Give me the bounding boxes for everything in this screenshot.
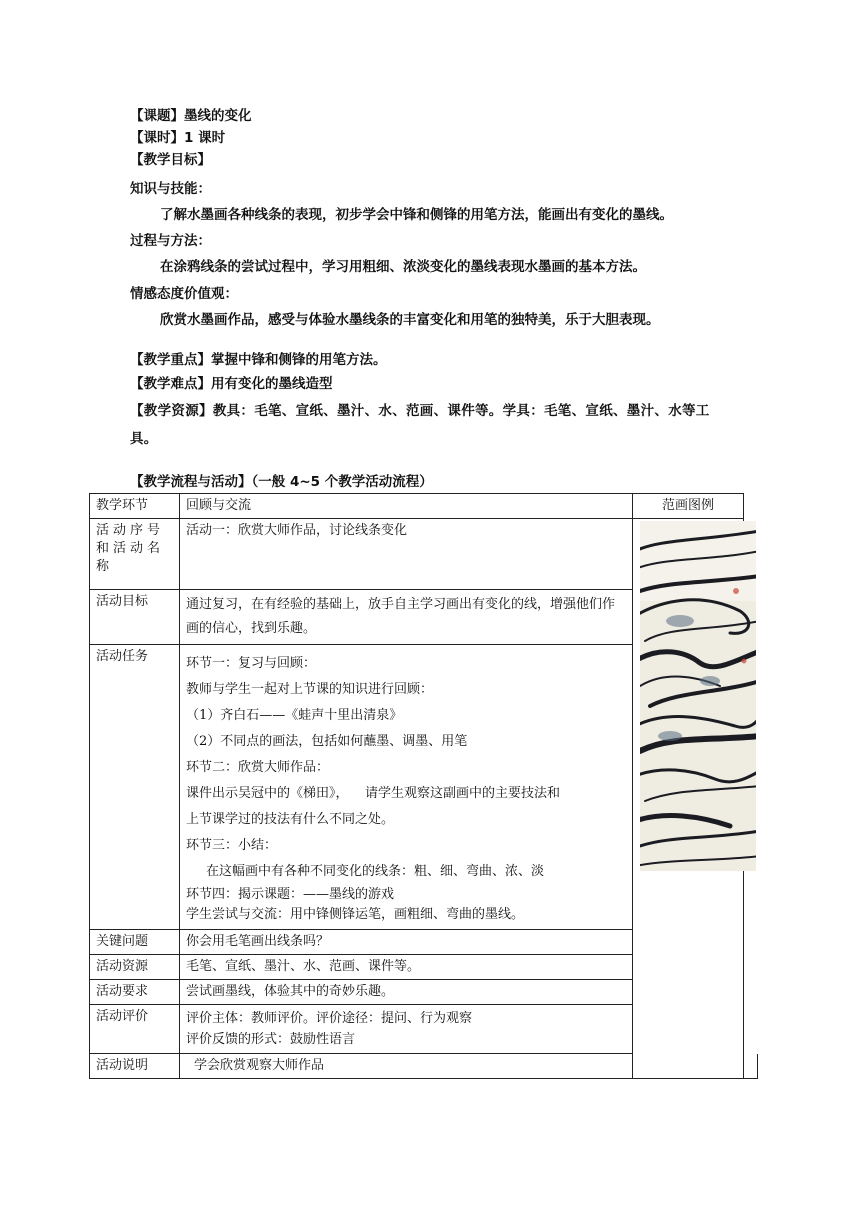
table-row — [90, 519, 758, 590]
image-header: 范画图例 — [633, 494, 744, 519]
task-line: 学生尝试与交流：用中锋侧锋运笔，画粗细、弯曲的墨线。 — [186, 907, 525, 922]
difficulty-label: 【教学难点】 — [130, 376, 211, 392]
task-line: 上节课学过的技法有什么不同之处。 — [186, 812, 395, 827]
knowledge-title: 知识与技能： — [130, 181, 211, 197]
task-line: 环节三：小结： — [186, 838, 278, 853]
process-text: 在涂鸦线条的尝试过程中，学习用粗细、浓淡变化的墨线表现水墨画的基本方法。 — [160, 259, 646, 275]
resources-label: 【教学资源】 — [130, 403, 213, 419]
hours-line — [130, 128, 225, 148]
task-line: 在这幅画中有各种不同变化的线条：粗、细、弯曲、浓、淡 — [206, 864, 545, 879]
task-label: 活动任务 — [90, 645, 180, 930]
difficulty-line — [130, 374, 333, 394]
key-point-label: 【教学重点】 — [130, 352, 211, 368]
topic-label: 【课题】 — [130, 108, 184, 124]
evaluation-content — [180, 1005, 633, 1054]
task-line: （2）不同点的画法，包括如何蘸墨、调墨、用笔 — [186, 734, 468, 749]
evaluation-line: 评价主体：教师评价。评价途径：提问、行为观察 — [186, 1011, 473, 1026]
example-painting-cell — [633, 519, 744, 1079]
emotion-text: 欣赏水墨画作品，感受与体验水墨线条的丰富变化和用笔的独特美，乐于大胆表现。 — [160, 312, 660, 328]
resources-label: 活动资源 — [90, 955, 180, 980]
phase-value: 回顾与交流 — [180, 494, 633, 519]
phase-label: 教学环节 — [90, 494, 180, 519]
terraced-field-painting — [640, 521, 756, 871]
goal-label: 活动目标 — [90, 590, 180, 645]
activity-table — [89, 493, 758, 1079]
key-question-label: 关键问题 — [90, 930, 180, 955]
evaluation-line: 评价反馈的形式：鼓励性语言 — [186, 1032, 356, 1047]
example-painting — [640, 521, 756, 871]
flow-title — [130, 470, 433, 490]
task-line: 环节四：揭示课题：——墨线的游戏 — [186, 887, 395, 902]
description-label: 活动说明 — [90, 1054, 180, 1079]
hours-label: 【课时】 — [130, 130, 184, 146]
table-row — [90, 494, 758, 519]
topic-line — [130, 106, 252, 126]
difficulty-value: 用有变化的墨线造型 — [211, 376, 333, 392]
task-line: 课件出示吴冠中的《梯田》， 请学生观察这副画中的主要技法和 — [186, 786, 561, 801]
resources-value: 毛笔、宣纸、墨汁、水、范画、课件等。 — [180, 955, 633, 980]
image-column-foot — [744, 1054, 758, 1079]
flow-title-label: 【教学流程与活动】 — [130, 474, 252, 490]
task-line: （1）齐白石——《蛙声十里出清泉》 — [186, 708, 403, 723]
activity-label: 活动序号和活动名称 — [90, 519, 180, 590]
goal-value: 通过复习，在有经验的基础上，放手自主学习画出有变化的线，增强他们作画的信心，找到乐趣。 — [180, 590, 633, 645]
goals-heading: 【教学目标】 — [130, 152, 211, 168]
task-line: 环节一：复习与回顾： — [186, 656, 317, 671]
task-content — [180, 645, 633, 930]
flow-title-note: （一般 4~5 个教学活动流程） — [251, 474, 433, 490]
emotion-title: 情感态度价值观： — [130, 286, 238, 302]
resources-value: 教具：毛笔、宣纸、墨汁、水、范画、课件等。学具：毛笔、宣纸、墨汁、水等工具。 — [130, 403, 710, 447]
activity-value: 活动一：欣赏大师作品，讨论线条变化 — [180, 519, 633, 590]
requirement-value: 尝试画墨线，体验其中的奇妙乐趣。 — [180, 980, 633, 1005]
knowledge-text: 了解水墨画各种线条的表现，初步学会中锋和侧锋的用笔方法，能画出有变化的墨线。 — [160, 207, 673, 223]
description-value: 学会欣赏观察大师作品 — [180, 1054, 633, 1079]
evaluation-label: 活动评价 — [90, 1005, 180, 1054]
task-line: 教师与学生一起对上节课的知识进行回顾： — [186, 682, 434, 697]
key-question-value: 你会用毛笔画出线条吗？ — [180, 930, 633, 955]
requirement-label: 活动要求 — [90, 980, 180, 1005]
key-point-line — [130, 350, 387, 370]
task-line: 环节二：欣赏大师作品： — [186, 760, 330, 775]
process-title: 过程与方法： — [130, 233, 211, 249]
key-point-value: 掌握中锋和侧锋的用笔方法。 — [211, 352, 387, 368]
resources-line — [130, 397, 730, 453]
topic-value: 墨线的变化 — [184, 108, 252, 124]
hours-value: 1 课时 — [184, 130, 226, 146]
